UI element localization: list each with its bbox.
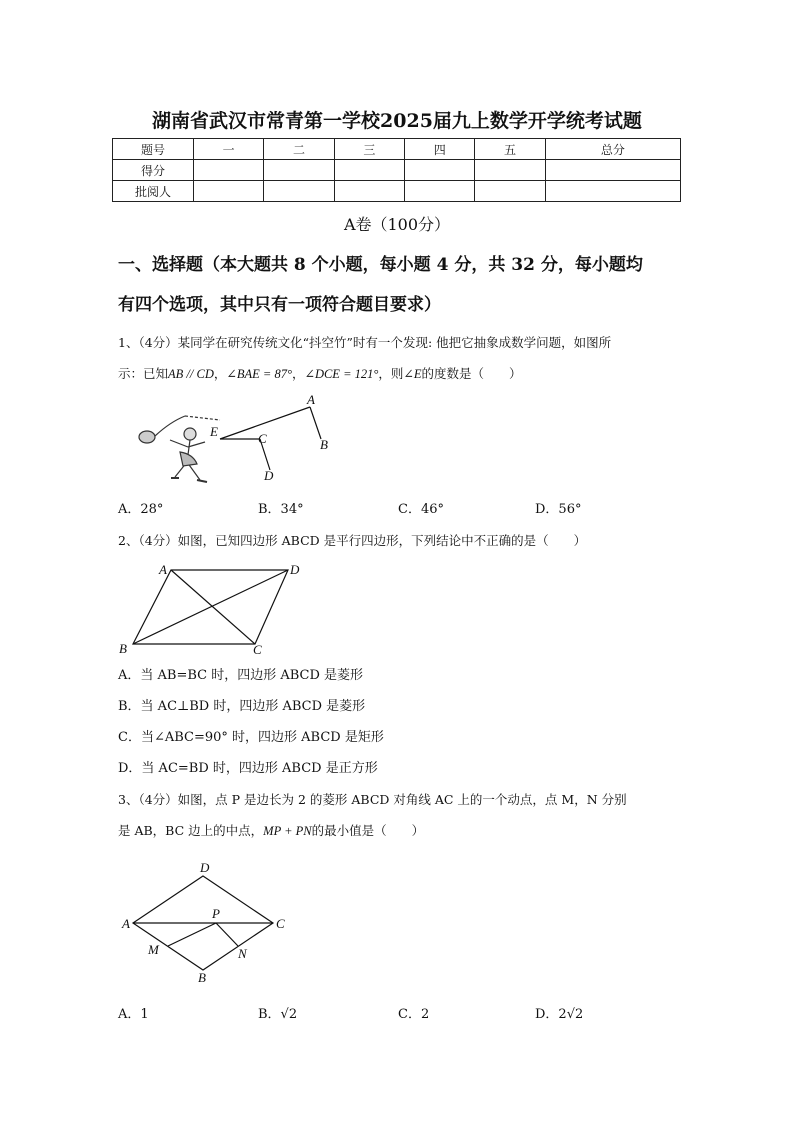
label-b: B [119,641,127,656]
table-cell: 二 [264,139,334,160]
label-p: P [212,906,220,921]
q2-option-d[interactable]: D．当 AC=BD 时，四边形 ABCD 是正方形 [118,761,378,776]
table-cell [545,160,680,181]
table-row [113,139,681,160]
table-cell [264,181,334,202]
table-cell [405,160,475,181]
q2-option-a[interactable]: A．当 AB=BC 时，四边形 ABCD 是菱形 [118,668,364,683]
q1-stem-line2 [118,364,688,384]
table-cell: 三 [334,139,404,160]
label-d: D [200,860,210,875]
part1-heading-line2: 有四个选项，其中只有一项符合题目要求） [118,295,441,315]
q1-text: ，则 [378,366,404,381]
q1-math-bae: ∠BAE = 87° [226,367,292,381]
table-cell [334,160,404,181]
diabolo-icon [139,431,155,443]
q3-math-expression: MP + PN [263,824,312,838]
label-m: M [148,942,159,957]
q1-option-c[interactable]: C．46° [398,502,444,517]
label-a: A [159,562,167,577]
table-cell [194,181,264,202]
table-cell: 批阅人 [113,181,194,202]
table-row [113,160,681,181]
page-title: 湖南省武汉市常青第一学校2025届九上数学开学统考试题 [152,110,642,132]
q2-option-b[interactable]: B．当 AC⊥BD 时，四边形 ABCD 是菱形 [118,699,366,714]
table-cell [475,181,545,202]
table-cell: 得分 [113,160,194,181]
q3-option-b[interactable]: B．√2 [258,1007,298,1022]
q2-figure [115,558,315,658]
table-cell: 题号 [113,139,194,160]
q1-text: ， [213,366,227,381]
label-d: D [290,562,300,577]
label-b: B [198,970,206,985]
q3-text: 的最小值是（ ） [311,823,425,838]
q1-math-parallel: AB // CD [168,367,214,381]
table-cell [334,181,404,202]
q3-stem-line2 [118,821,688,841]
q1-text: 示：已知 [118,366,169,381]
label-b: B [320,437,328,452]
label-a: A [307,392,315,407]
q1-text: ， [291,366,305,381]
label-a: A [122,916,130,931]
q1-math-e: ∠E [403,367,422,381]
label-n: N [238,946,247,961]
q1-math-dce: ∠DCE = 121° [304,367,379,381]
q3-stem-line1: 3、（4分）如图，点 P 是边长为 2 的菱形 ABCD 对角线 AC 上的一个动点，点 M，N 分别 [118,792,627,807]
q3-option-a[interactable]: A．1 [118,1007,149,1022]
label-c: C [276,916,285,931]
q3-option-c[interactable]: C．2 [398,1007,430,1022]
score-table [112,138,681,202]
q1-option-a[interactable]: A．28° [118,502,164,517]
q1-figure [125,392,345,492]
label-e: E [210,424,218,439]
angle-figure [220,407,321,470]
parallelogram-shape [133,570,288,644]
table-cell: 总分 [545,139,680,160]
q1-text: 的度数是（ ） [421,366,522,381]
table-cell: 一 [194,139,264,160]
table-cell [264,160,334,181]
label-c: C [253,642,262,657]
table-cell: 四 [405,139,475,160]
label-c: C [258,431,267,446]
q3-text: 是 AB，BC 边上的中点， [118,823,264,838]
table-cell [194,160,264,181]
q3-option-d[interactable]: D．2√2 [535,1007,584,1022]
q2-option-c[interactable]: C．当∠ABC=90° 时，四边形 ABCD 是矩形 [118,730,384,745]
q1-option-d[interactable]: D．56° [535,502,582,517]
table-cell [545,181,680,202]
q1-option-b[interactable]: B．34° [258,502,304,517]
table-row [113,181,681,202]
table-cell: 五 [475,139,545,160]
part1-heading-line1: 一、选择题（本大题共 8 个小题，每小题 4 分，共 32 分，每小题均 [118,255,643,275]
q1-stem-line1: 1、（4分）某同学在研究传统文化“抖空竹”时有一个发现: 他把它抽象成数学问题，如图所 [118,335,612,350]
q2-stem: 2、（4分）如图，已知四边形 ABCD 是平行四边形，下列结论中不正确的是（ ） [118,533,587,548]
q3-figure [118,858,298,988]
table-cell [475,160,545,181]
label-d: D [264,468,274,483]
table-cell [405,181,475,202]
person-illustration [139,416,220,482]
section-a-heading: A卷（100分） [343,215,451,234]
